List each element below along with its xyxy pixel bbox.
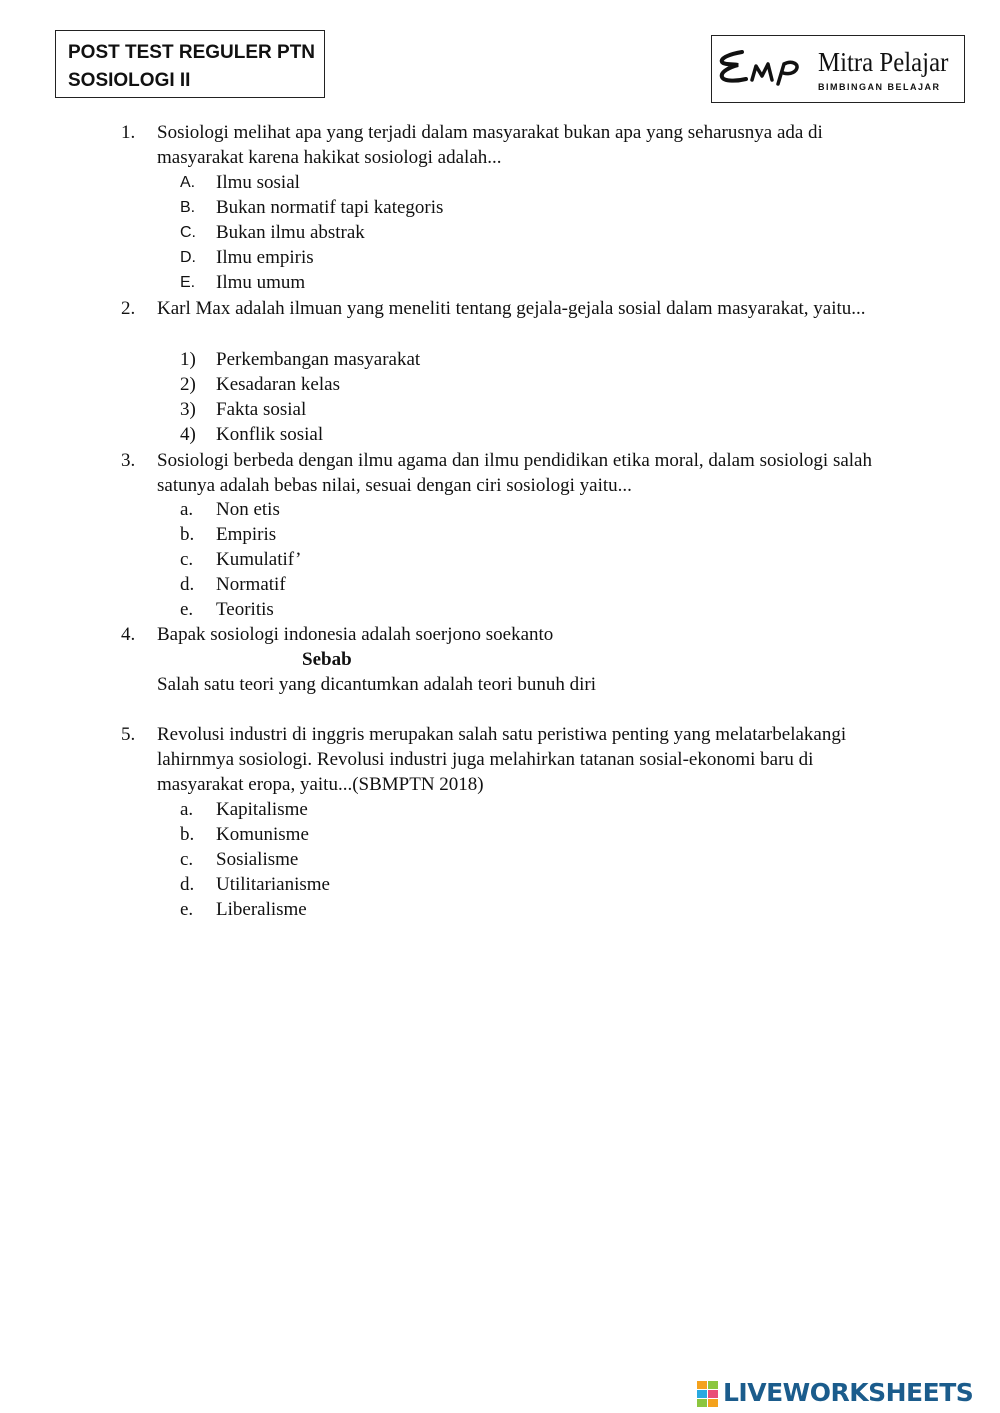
question-number: 1. bbox=[121, 122, 136, 143]
option-label: C. bbox=[180, 224, 196, 241]
option-text: Teoritis bbox=[216, 599, 274, 620]
option-label: d. bbox=[180, 874, 195, 895]
option-item[interactable] bbox=[0, 797, 1000, 822]
option-text: Sosialisme bbox=[216, 849, 299, 870]
question-text: Sosiologi berbeda dengan ilmu agama dan ilmu pendidikan etika moral, dalam sosiologi salah satunya adalah bebas nilai, sesuai dengan ciri sosiologi yaitu... bbox=[157, 450, 872, 496]
option-item[interactable] bbox=[0, 572, 1000, 597]
option-item[interactable] bbox=[0, 497, 1000, 522]
option-item[interactable] bbox=[0, 170, 1000, 195]
question-number: 4. bbox=[121, 624, 136, 645]
option-item[interactable] bbox=[0, 872, 1000, 897]
question-4-connector: Sebab bbox=[302, 649, 352, 670]
option-label: a. bbox=[180, 799, 194, 820]
option-label: 4) bbox=[180, 424, 196, 445]
option-text: Normatif bbox=[216, 574, 286, 595]
question-text: Sosiologi melihat apa yang terjadi dalam masyarakat bukan apa yang seharusnya ada di masyarakat karena hakikat sosiologi adalah... bbox=[157, 122, 823, 168]
option-item[interactable] bbox=[0, 547, 1000, 572]
emp-logo-mark-icon bbox=[716, 48, 816, 88]
worksheet-title-box bbox=[55, 30, 325, 98]
option-label: c. bbox=[180, 549, 194, 570]
option-item[interactable] bbox=[0, 220, 1000, 245]
option-label: 2) bbox=[180, 374, 196, 395]
question-number: 3. bbox=[121, 450, 136, 471]
option-label: b. bbox=[180, 824, 195, 845]
option-item[interactable] bbox=[0, 245, 1000, 270]
option-text: Utilitarianisme bbox=[216, 874, 330, 895]
question-number: 2. bbox=[121, 298, 136, 319]
liveworksheets-icon bbox=[697, 1381, 719, 1407]
question-text: Bapak sosiologi indonesia adalah soerjono soekanto bbox=[157, 624, 554, 645]
question-4-reason: Salah satu teori yang dicantumkan adalah teori bunuh diri bbox=[157, 674, 596, 695]
question-number: 5. bbox=[121, 724, 136, 745]
option-item[interactable] bbox=[0, 372, 1000, 397]
option-text: Ilmu umum bbox=[216, 272, 306, 293]
option-text: Kapitalisme bbox=[216, 799, 308, 820]
option-text: Kesadaran kelas bbox=[216, 374, 340, 395]
logo-name: Mitra Pelajar bbox=[818, 47, 949, 77]
option-item[interactable] bbox=[0, 270, 1000, 295]
option-label: E. bbox=[180, 274, 196, 291]
option-item[interactable] bbox=[0, 847, 1000, 872]
logo-tagline: BIMBINGAN BELAJAR bbox=[818, 82, 941, 92]
worksheet-title: POST TEST REGULER PTN bbox=[68, 42, 316, 63]
worksheet-subtitle: SOSIOLOGI II bbox=[68, 70, 191, 91]
option-text: Liberalisme bbox=[216, 899, 307, 920]
option-label: e. bbox=[180, 899, 194, 920]
option-item[interactable] bbox=[0, 822, 1000, 847]
option-item[interactable] bbox=[0, 195, 1000, 220]
option-text: Komunisme bbox=[216, 824, 309, 845]
option-text: Perkembangan masyarakat bbox=[216, 349, 421, 370]
option-label: B. bbox=[180, 199, 196, 216]
option-label: d. bbox=[180, 574, 195, 595]
option-item[interactable] bbox=[0, 522, 1000, 547]
option-item[interactable] bbox=[0, 422, 1000, 447]
option-text: Ilmu sosial bbox=[216, 172, 300, 193]
option-item[interactable] bbox=[0, 597, 1000, 622]
option-item[interactable] bbox=[0, 397, 1000, 422]
option-label: c. bbox=[180, 849, 194, 870]
option-item[interactable] bbox=[0, 897, 1000, 922]
option-label: a. bbox=[180, 499, 194, 520]
option-label: 3) bbox=[180, 399, 196, 420]
option-text: Empiris bbox=[216, 524, 277, 545]
option-text: Ilmu empiris bbox=[216, 247, 314, 268]
option-item[interactable] bbox=[0, 347, 1000, 372]
liveworksheets-wordmark: LIVEWORKSHEETS bbox=[723, 1378, 974, 1407]
option-label: 1) bbox=[180, 349, 196, 370]
option-text: Bukan normatif tapi kategoris bbox=[216, 197, 444, 218]
option-label: A. bbox=[180, 174, 196, 191]
question-text: Karl Max adalah ilmuan yang meneliti tentang gejala-gejala sosial dalam masyarakat, yaitu... bbox=[157, 298, 866, 319]
option-text: Non etis bbox=[216, 499, 280, 520]
option-text: Fakta sosial bbox=[216, 399, 307, 420]
option-text: Bukan ilmu abstrak bbox=[216, 222, 365, 243]
question-text: Revolusi industri di inggris merupakan salah satu peristiwa penting yang melatarbelakangi lahirnmya sosiologi. Revolusi industri juga melahirkan tatanan sosial-ekonomi baru di masyarakat eropa, yaitu...(SBMPTN 2018) bbox=[157, 724, 847, 795]
option-text: Konflik sosial bbox=[216, 424, 324, 445]
option-label: b. bbox=[180, 524, 195, 545]
option-label: e. bbox=[180, 599, 194, 620]
option-label: D. bbox=[180, 249, 196, 266]
option-text: Kumulatif’ bbox=[216, 549, 302, 570]
mitra-pelajar-logo bbox=[711, 35, 965, 103]
